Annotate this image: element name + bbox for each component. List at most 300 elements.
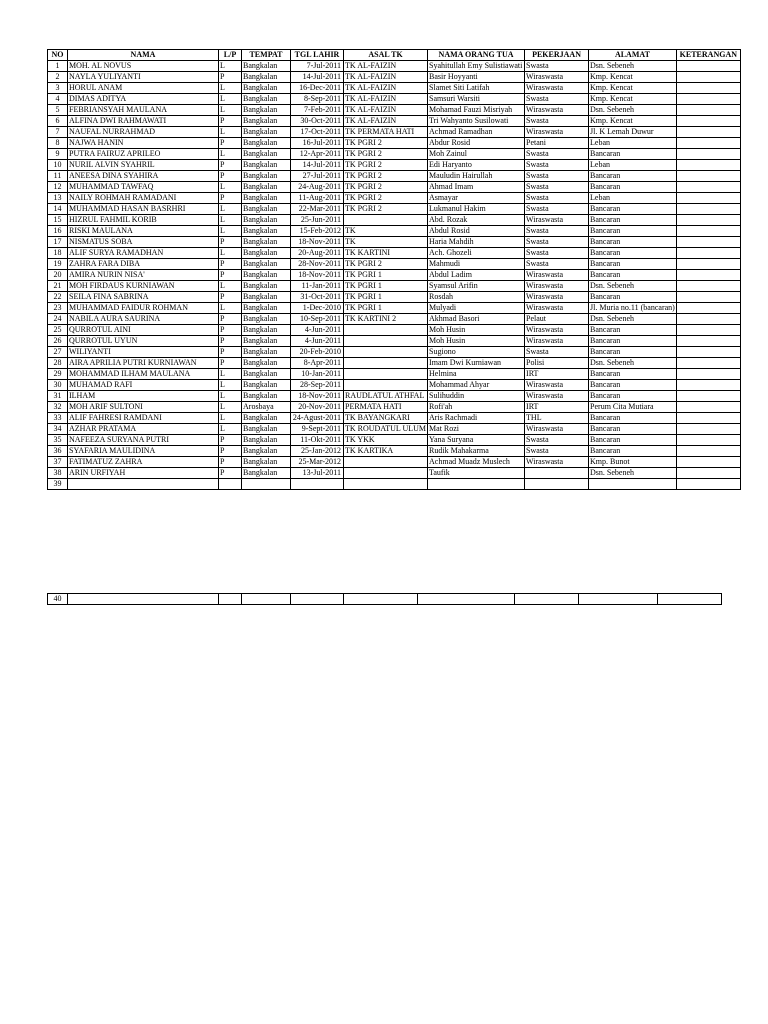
cell-nama: MUHAMAD RAFI (68, 380, 219, 391)
cell-asal-tk (344, 380, 428, 391)
cell-alamat (589, 479, 677, 490)
cell-tempat: Arosbaya (242, 402, 291, 413)
cell-alamat: Kmp. Kencat (589, 83, 677, 94)
cell-tempat: Bangkalan (242, 72, 291, 83)
cell-alamat: Bancaran (589, 270, 677, 281)
cell-tgl-lahir: 18-Nov-2011 (291, 237, 344, 248)
cell-nama-orang-tua: Rudik Mahakarma (428, 446, 525, 457)
cell-tempat: Bangkalan (242, 237, 291, 248)
cell-nama-orang-tua: Helmina (428, 369, 525, 380)
cell-pekerjaan: Swasta (525, 446, 589, 457)
cell-pekerjaan: Swasta (525, 171, 589, 182)
cell-alamat: Dsn. Sebeneh (589, 105, 677, 116)
cell-alamat: Leban (589, 193, 677, 204)
table-row (48, 446, 741, 457)
cell-keterangan (676, 391, 740, 402)
cell-lp: P (219, 446, 242, 457)
cell-keterangan (676, 413, 740, 424)
cell-no: 19 (48, 259, 68, 270)
cell-tempat: Bangkalan (242, 369, 291, 380)
cell-tgl-lahir: 28-Sep-2011 (291, 380, 344, 391)
cell-keterangan (676, 226, 740, 237)
cell-tempat: Bangkalan (242, 347, 291, 358)
cell-alamat: Bancaran (589, 435, 677, 446)
cell-pekerjaan: Swasta (525, 160, 589, 171)
cell-nama: NAILY ROHMAH RAMADANI (68, 193, 219, 204)
cell-alamat: Bancaran (589, 336, 677, 347)
cell-keterangan (676, 358, 740, 369)
cell-tgl-lahir: 24-Aug-2011 (291, 182, 344, 193)
header-asal-tk: ASAL TK (344, 50, 428, 61)
cell-no: 14 (48, 204, 68, 215)
cell-alamat: Bancaran (589, 149, 677, 160)
cell-tempat: Bangkalan (242, 270, 291, 281)
cell-alamat: Bancaran (589, 259, 677, 270)
cell-no: 26 (48, 336, 68, 347)
cell-asal-tk: TK PGRI 2 (344, 149, 428, 160)
table-row (48, 435, 741, 446)
cell-lp: L (219, 380, 242, 391)
cell-pekerjaan: Swasta (525, 248, 589, 259)
header-tgl-lahir: TGL LAHIR (291, 50, 344, 61)
cell-tgl-lahir: 17-Oct-2011 (291, 127, 344, 138)
cell-tempat (242, 479, 291, 490)
cell-alamat: Leban (589, 138, 677, 149)
cell-tgl-lahir: 27-Jul-2011 (291, 171, 344, 182)
cell-alamat: Bancaran (589, 292, 677, 303)
cell-alamat: Bancaran (589, 248, 677, 259)
cell-lp: P (219, 336, 242, 347)
cell-keterangan (676, 325, 740, 336)
cell-keterangan (676, 281, 740, 292)
cell-no: 28 (48, 358, 68, 369)
cell-tgl-lahir: 15-Feb-2012 (291, 226, 344, 237)
cell-tgl-lahir: 28-Nov-2011 (291, 259, 344, 270)
cell-tgl-lahir: 4-Jun-2011 (291, 325, 344, 336)
table-row (48, 413, 741, 424)
cell-asal-tk (344, 479, 428, 490)
cell-tgl-lahir: 7-Feb-2011 (291, 105, 344, 116)
table-row (48, 347, 741, 358)
cell-nama-orang-tua (428, 479, 525, 490)
cell-asal-tk: TK PGRI 2 (344, 171, 428, 182)
cell-keterangan (676, 457, 740, 468)
cell-keterangan (676, 193, 740, 204)
table-row (48, 468, 741, 479)
cell-asal-tk: TK AL-FAIZIN (344, 83, 428, 94)
cell-nama (68, 479, 219, 490)
cell-no: 3 (48, 83, 68, 94)
cell-pekerjaan (515, 594, 579, 605)
cell-no: 15 (48, 215, 68, 226)
cell-no: 13 (48, 193, 68, 204)
table-row (48, 83, 741, 94)
cell-tempat: Bangkalan (242, 336, 291, 347)
cell-pekerjaan: Wiraswasta (525, 380, 589, 391)
table-row (48, 369, 741, 380)
table-row (48, 292, 741, 303)
cell-alamat: Leban (589, 160, 677, 171)
cell-nama-orang-tua: Mulyadi (428, 303, 525, 314)
cell-alamat: Bancaran (589, 182, 677, 193)
cell-tempat: Bangkalan (242, 105, 291, 116)
student-table (47, 49, 741, 490)
cell-tgl-lahir: 1-Dec-2010 (291, 303, 344, 314)
cell-asal-tk (344, 468, 428, 479)
cell-lp: L (219, 182, 242, 193)
cell-asal-tk: TK KARTIKA (344, 446, 428, 457)
cell-nama-orang-tua: Moh Husin (428, 325, 525, 336)
cell-pekerjaan: Wiraswasta (525, 215, 589, 226)
cell-nama: NAFEEZA SURYANA PUTRI (68, 435, 219, 446)
cell-nama-orang-tua: Abd. Rozak (428, 215, 525, 226)
cell-tgl-lahir: 8-Sep-2011 (291, 94, 344, 105)
cell-nama: ZAHRA FARA DIBA (68, 259, 219, 270)
cell-tempat: Bangkalan (242, 83, 291, 94)
cell-alamat: Kmp. Kencat (589, 94, 677, 105)
cell-lp: L (219, 61, 242, 72)
cell-alamat: Bancaran (589, 413, 677, 424)
table-row (48, 171, 741, 182)
cell-nama: NURIL ALVIN SYAHRIL (68, 160, 219, 171)
header-tempat: TEMPAT (242, 50, 291, 61)
cell-asal-tk: TK PGRI 2 (344, 259, 428, 270)
cell-no: 39 (48, 479, 68, 490)
cell-lp: P (219, 116, 242, 127)
cell-lp: P (219, 171, 242, 182)
cell-tgl-lahir: 14-Jul-2011 (291, 160, 344, 171)
cell-tempat: Bangkalan (242, 127, 291, 138)
cell-keterangan (676, 182, 740, 193)
cell-alamat: Dsn. Sebeneh (589, 314, 677, 325)
cell-tempat: Bangkalan (242, 149, 291, 160)
cell-asal-tk: TK PGRI 2 (344, 138, 428, 149)
cell-alamat: Dsn. Sebeneh (589, 61, 677, 72)
cell-asal-tk: TK AL-FAIZIN (344, 105, 428, 116)
cell-tempat: Bangkalan (242, 215, 291, 226)
cell-pekerjaan: Swasta (525, 94, 589, 105)
header-keterangan: KETERANGAN (676, 50, 740, 61)
table-row (48, 61, 741, 72)
cell-asal-tk: TK AL-FAIZIN (344, 72, 428, 83)
cell-lp: P (219, 72, 242, 83)
cell-nama-orang-tua: Tri Wahyanto Susilowati (428, 116, 525, 127)
cell-pekerjaan: Swasta (525, 226, 589, 237)
cell-nama-orang-tua: Lukmanul Hakim (428, 204, 525, 215)
cell-asal-tk: TK YKK (344, 435, 428, 446)
cell-no: 9 (48, 149, 68, 160)
cell-lp: P (219, 160, 242, 171)
cell-tempat: Bangkalan (242, 325, 291, 336)
cell-no: 17 (48, 237, 68, 248)
cell-tgl-lahir: 4-Jun-2011 (291, 336, 344, 347)
cell-no: 24 (48, 314, 68, 325)
cell-lp: P (219, 347, 242, 358)
cell-pekerjaan: Swasta (525, 259, 589, 270)
cell-pekerjaan: THL (525, 413, 589, 424)
cell-nama: DIMAS ADITYA (68, 94, 219, 105)
cell-no: 29 (48, 369, 68, 380)
cell-asal-tk: TK ROUDATUL ULUM (345, 424, 427, 433)
table-row (48, 479, 741, 490)
cell-nama-orang-tua: Syahitullah Emy Sulistiawati (428, 61, 525, 72)
cell-asal-tk: TK KARTINI 2 (344, 314, 428, 325)
cell-pekerjaan: Swasta (525, 435, 589, 446)
cell-alamat: Bancaran (589, 171, 677, 182)
cell-nama: NAYLA YULIYANTI (68, 72, 219, 83)
cell-no: 33 (48, 413, 68, 424)
cell-nama-orang-tua: Abdul Rosid (428, 226, 525, 237)
cell-pekerjaan (525, 479, 589, 490)
cell-no: 21 (48, 281, 68, 292)
cell-no: 4 (48, 94, 68, 105)
cell-nama: ALFINA DWI RAHMAWATI (68, 116, 219, 127)
cell-alamat: Kmp. Bunot (589, 457, 677, 468)
cell-tempat: Bangkalan (242, 391, 291, 402)
cell-no: 1 (48, 61, 68, 72)
cell-keterangan (676, 149, 740, 160)
cell-alamat: Kmp. Kencat (589, 72, 677, 83)
cell-alamat: Bancaran (589, 226, 677, 237)
cell-nama-orang-tua: Akhmad Basori (428, 314, 525, 325)
cell-nama-orang-tua (418, 594, 515, 605)
cell-pekerjaan: Swasta (525, 347, 589, 358)
cell-tgl-lahir: 25-Jan-2012 (291, 446, 344, 457)
cell-lp: P (219, 435, 242, 446)
cell-asal-tk: RAUDLATUL ATHFAL (344, 391, 428, 402)
cell-keterangan (676, 204, 740, 215)
cell-tgl-lahir: 20-Aug-2011 (291, 248, 344, 259)
cell-nama: MUHAMMAD HASAN BASRHRI (68, 204, 219, 215)
cell-nama: MOH FIRDAUS KURNIAWAN (68, 281, 219, 292)
table-row (48, 72, 741, 83)
cell-alamat: Jl. K Lemah Duwur (589, 127, 677, 138)
table-row (48, 204, 741, 215)
cell-nama: ALIF SURYA RAMADHAN (68, 248, 219, 259)
cell-no: 30 (48, 380, 68, 391)
cell-pekerjaan: Wiraswasta (525, 127, 589, 138)
cell-nama: WILIYANTI (68, 347, 219, 358)
cell-no: 11 (48, 171, 68, 182)
cell-nama: AIRA APRILIA PUTRI KURNIAWAN (68, 358, 219, 369)
cell-lp: P (219, 457, 242, 468)
cell-nama: MOH. AL NOVUS (68, 61, 219, 72)
cell-alamat: Dsn. Sebeneh (589, 281, 677, 292)
cell-nama: AMIRA NURIN NISA' (68, 270, 219, 281)
cell-tgl-lahir: 30-Oct-2011 (291, 116, 344, 127)
cell-lp: P (219, 193, 242, 204)
table-row (48, 457, 741, 468)
cell-keterangan (658, 594, 722, 605)
cell-pekerjaan (525, 468, 589, 479)
cell-keterangan (676, 72, 740, 83)
cell-lp: L (219, 369, 242, 380)
cell-asal-tk: TK PGRI 2 (344, 193, 428, 204)
cell-tempat: Bangkalan (242, 435, 291, 446)
cell-tempat: Bangkalan (242, 193, 291, 204)
cell-tgl-lahir: 9-Sept-2011 (291, 424, 344, 435)
cell-tempat (242, 594, 291, 605)
cell-alamat: Bancaran (589, 237, 677, 248)
cell-tempat: Bangkalan (242, 116, 291, 127)
cell-asal-tk: PERMATA HATI (344, 402, 428, 413)
header-nama: NAMA (68, 50, 219, 61)
cell-lp: P (219, 292, 242, 303)
cell-lp: L (219, 204, 242, 215)
table-row (48, 303, 741, 314)
cell-asal-tk: TK PGRI 1 (344, 281, 428, 292)
table-row (48, 105, 741, 116)
cell-nama (68, 594, 219, 605)
cell-tempat: Bangkalan (242, 380, 291, 391)
cell-nama: FATIMATUZ ZAHRA (68, 457, 219, 468)
cell-nama-orang-tua: Edi Haryanto (428, 160, 525, 171)
cell-pekerjaan: Wiraswasta (525, 325, 589, 336)
cell-nama-orang-tua: Abdul Ladim (428, 270, 525, 281)
cell-pekerjaan: Swasta (525, 204, 589, 215)
cell-tgl-lahir (291, 594, 344, 605)
cell-nama-orang-tua: Mahmudi (428, 259, 525, 270)
cell-alamat: Bancaran (589, 325, 677, 336)
cell-keterangan (676, 314, 740, 325)
cell-pekerjaan: Wiraswasta (525, 292, 589, 303)
cell-lp: P (219, 314, 242, 325)
table-row (48, 237, 741, 248)
cell-no: 40 (48, 594, 68, 605)
cell-nama: ALIF FAHRESI RAMDANI (68, 413, 219, 424)
cell-alamat: Bancaran (589, 204, 677, 215)
cell-tgl-lahir: 22-Mar-2011 (291, 204, 344, 215)
cell-nama-orang-tua: Sugiono (428, 347, 525, 358)
cell-lp: L (219, 149, 242, 160)
cell-lp: L (219, 391, 242, 402)
cell-alamat: Bancaran (589, 369, 677, 380)
cell-lp: L (219, 215, 242, 226)
cell-asal-tk: TK PGRI 1 (344, 303, 428, 314)
cell-no: 8 (48, 138, 68, 149)
header-pekerjaan: PEKERJAAN (525, 50, 589, 61)
table-row (48, 248, 741, 259)
cell-keterangan (676, 116, 740, 127)
cell-nama-orang-tua: Achmad Ramadhan (428, 127, 525, 138)
cell-lp: P (219, 138, 242, 149)
cell-asal-tk (344, 215, 428, 226)
cell-pekerjaan: IRT (525, 369, 589, 380)
table-row (48, 116, 741, 127)
cell-keterangan (676, 61, 740, 72)
cell-nama-orang-tua: Abdur Rosid (428, 138, 525, 149)
cell-asal-tk: TK KARTINI (344, 248, 428, 259)
header-nama-orang-tua: NAMA ORANG TUA (428, 50, 525, 61)
cell-asal-tk: TK AL-FAIZIN (344, 61, 428, 72)
cell-tempat: Bangkalan (242, 248, 291, 259)
cell-asal-tk: TK PGRI 2 (344, 204, 428, 215)
cell-pekerjaan: Pelaut (525, 314, 589, 325)
cell-no: 12 (48, 182, 68, 193)
cell-nama: MOHAMMAD ILHAM MAULANA (68, 369, 219, 380)
cell-alamat: Bancaran (589, 215, 677, 226)
cell-tgl-lahir: 18-Nov-2011 (291, 391, 344, 402)
cell-nama: PUTRA FAIRUZ APRILEO (68, 149, 219, 160)
cell-pekerjaan: Swasta (525, 61, 589, 72)
cell-nama-orang-tua: Imam Dwi Kurniawan (428, 358, 525, 369)
cell-no: 22 (48, 292, 68, 303)
cell-tempat: Bangkalan (242, 61, 291, 72)
cell-lp: P (219, 237, 242, 248)
cell-tgl-lahir: 18-Nov-2011 (291, 270, 344, 281)
cell-lp: P (219, 259, 242, 270)
cell-lp: L (219, 94, 242, 105)
cell-nama-orang-tua: Achmad Muadz Muslech (428, 457, 525, 468)
cell-tempat: Bangkalan (242, 259, 291, 270)
cell-nama: HIZRUL FAHMIL KORIB (68, 215, 219, 226)
cell-tgl-lahir: 25-Mar-2012 (291, 457, 344, 468)
cell-tgl-lahir: 14-Jul-2011 (291, 72, 344, 83)
cell-tempat: Bangkalan (242, 457, 291, 468)
cell-tgl-lahir: 24-Agust-2011 (291, 413, 344, 424)
cell-keterangan (676, 424, 740, 435)
cell-keterangan (676, 160, 740, 171)
cell-alamat (579, 594, 658, 605)
cell-pekerjaan: Swasta (525, 116, 589, 127)
cell-asal-tk: TK PGRI 1 (344, 292, 428, 303)
cell-nama-orang-tua: Yana Suryana (428, 435, 525, 446)
cell-no: 37 (48, 457, 68, 468)
cell-nama: HORUL ANAM (68, 83, 219, 94)
cell-keterangan (676, 402, 740, 413)
cell-keterangan (676, 83, 740, 94)
header-lp: L/P (219, 50, 242, 61)
cell-nama-orang-tua: Moh Zainul (428, 149, 525, 160)
cell-nama-orang-tua: Aris Rachmadi (428, 413, 525, 424)
cell-no: 6 (48, 116, 68, 127)
cell-asal-tk (344, 347, 428, 358)
cell-pekerjaan: Wiraswasta (525, 105, 589, 116)
cell-alamat: Bancaran (589, 446, 677, 457)
cell-tgl-lahir: 10-Jan-2011 (291, 369, 344, 380)
cell-pekerjaan: Wiraswasta (525, 424, 589, 435)
cell-tgl-lahir: 12-Apr-2011 (291, 149, 344, 160)
table-row (48, 160, 741, 171)
cell-nama: QURROTUL UYUN (68, 336, 219, 347)
cell-tgl-lahir: 11-Jan-2011 (291, 281, 344, 292)
cell-nama-orang-tua: Rofi'ah (428, 402, 525, 413)
cell-tgl-lahir: 16-Dec-2011 (291, 83, 344, 94)
cell-tgl-lahir: 31-Oct-2011 (291, 292, 344, 303)
cell-asal-tk (344, 336, 428, 347)
cell-nama-orang-tua: Rosdah (428, 292, 525, 303)
cell-no: 31 (48, 391, 68, 402)
cell-pekerjaan: Swasta (525, 182, 589, 193)
cell-lp (219, 594, 242, 605)
table-row (48, 259, 741, 270)
cell-asal-tk (344, 594, 418, 605)
cell-nama: ANEESA DINA SYAHIRA (68, 171, 219, 182)
cell-tempat: Bangkalan (242, 204, 291, 215)
table-row (48, 391, 741, 402)
cell-no: 23 (48, 303, 68, 314)
cell-lp: L (219, 105, 242, 116)
cell-lp: L (219, 83, 242, 94)
cell-asal-tk: TK (344, 226, 428, 237)
header-no: NO (48, 50, 68, 61)
cell-no: 5 (48, 105, 68, 116)
cell-pekerjaan: Wiraswasta (525, 281, 589, 292)
cell-no: 36 (48, 446, 68, 457)
cell-tempat: Bangkalan (242, 424, 291, 435)
table-row (48, 314, 741, 325)
table-row (48, 149, 741, 160)
